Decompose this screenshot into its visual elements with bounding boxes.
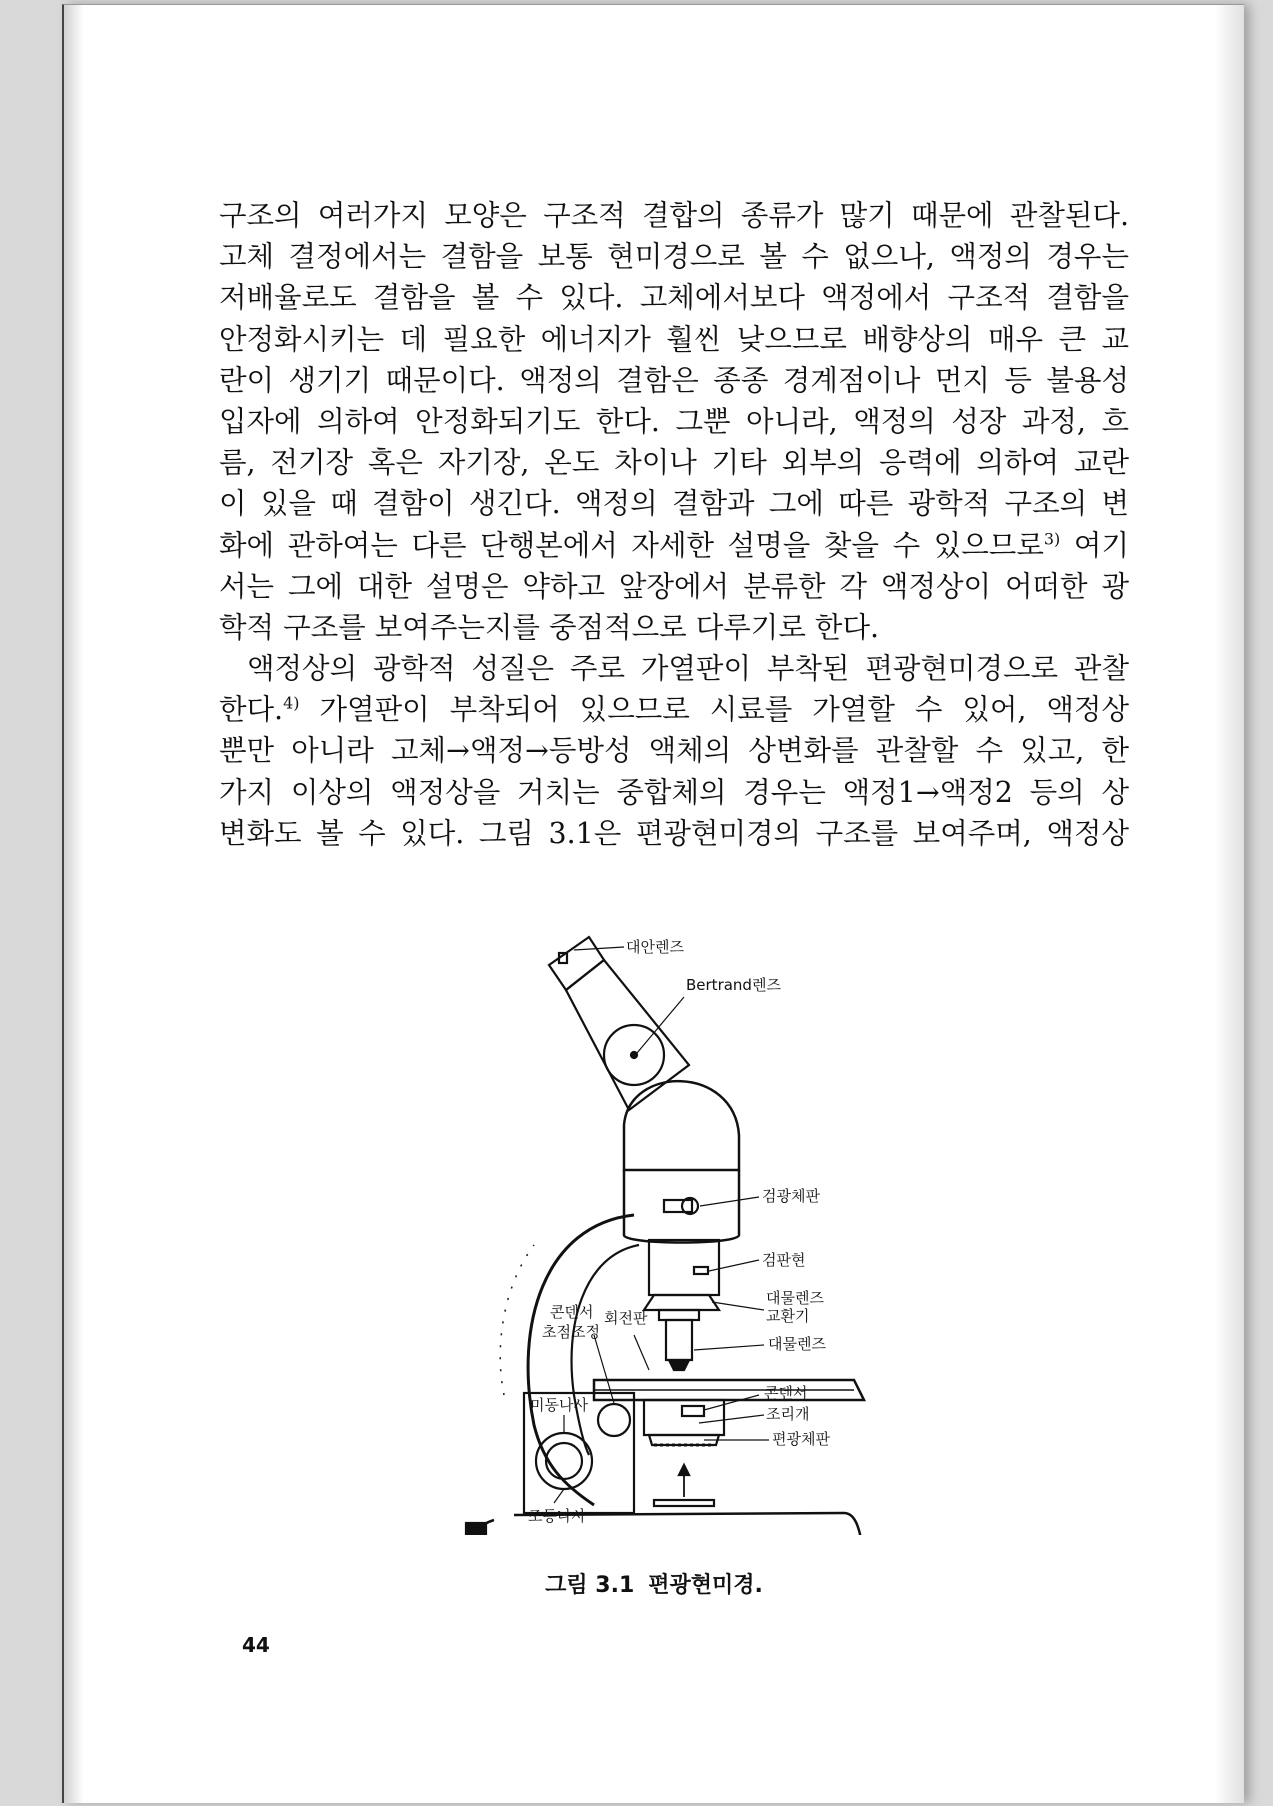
text-line: 서는 그에 대한 설명은 약하고 앞장에서 분류한 각 액정상이 어떠한 광 — [219, 569, 1129, 603]
footnote-ref: 3) — [1043, 529, 1061, 548]
label-objective-lens: 대물렌즈 — [768, 1335, 826, 1353]
condenser-focus-knob — [598, 1404, 630, 1436]
text-segment: 화에 관하여는 다른 단행본에서 자세한 설명을 찾을 수 있으므로 — [219, 528, 1044, 562]
label-eyepiece: 대안렌즈 — [626, 938, 684, 956]
label-condenser-focus-1: 콘덴서 — [550, 1303, 594, 1321]
caption-title: 편광현미경. — [648, 1573, 763, 1598]
nosepiece — [644, 1295, 719, 1310]
microscope-head — [624, 1081, 739, 1170]
label-bertrand-lens: Bertrand렌즈 — [686, 976, 781, 994]
text-line: 액정상의 광학적 성질은 주로 가열판이 부착된 편광현미경으로 관찰 — [247, 652, 1129, 686]
label-analyzer: 검판현 — [762, 1251, 806, 1269]
eyepiece-tube — [549, 937, 689, 1110]
text-line: 안정화시키는 데 필요한 에너지가 훨씬 낮으므로 배향상의 매우 큰 교 — [219, 322, 1129, 356]
text-line: 뿐만 아니라 고체→액정→등방성 액체의 상변화를 관찰할 수 있고, 한 — [219, 734, 1129, 768]
label-coarse-focus: 조동나사 — [528, 1507, 586, 1525]
text-line: 학적 구조를 보여주는지를 중점적으로 다루기로 한다. — [219, 610, 880, 644]
spine-shadow — [64, 5, 84, 1803]
text-segment: 여기 — [1060, 528, 1129, 562]
footnote-ref: 4) — [283, 693, 300, 713]
text-line: 가지 이상의 액정상을 거치는 중합체의 경우는 액정1→액정2 등의 상 — [219, 775, 1129, 809]
text-line-with-footnote — [219, 525, 1129, 566]
label-fine-focus: 미동나사 — [530, 1396, 588, 1414]
page-edge-shadow — [1214, 5, 1244, 1803]
text-line: 름, 전기장 혹은 자기장, 온도 차이나 기타 외부의 응력에 의하여 교란 — [219, 446, 1129, 480]
text-line: 입자에 의하여 안정화되기도 한다. 그뿐 아니라, 액정의 성장 과정, 흐 — [219, 404, 1129, 438]
text-line: 변화도 볼 수 있다. 그림 3.1은 편광현미경의 구조를 보여주며, 액정상 — [219, 816, 1129, 850]
objective-lens — [666, 1320, 692, 1360]
text-segment: 한다. — [219, 693, 284, 727]
microscope-diagram — [454, 925, 934, 1535]
book-page — [62, 4, 1244, 1803]
text-line: 이 있을 때 결함이 생긴다. 액정의 결함과 그에 따른 광학적 구조의 변 — [219, 487, 1129, 521]
label-condenser-focus-2: 초점조정 — [542, 1323, 600, 1341]
page-number: 44 — [242, 1633, 270, 1657]
label-condenser: 콘덴서 — [764, 1384, 808, 1402]
label-objective-changer-2: 교환기 — [766, 1307, 810, 1325]
figure-caption — [64, 1568, 1244, 1599]
microscope-figure — [454, 925, 934, 1535]
text-line: 저배율로도 결함을 볼 수 있다. 고체에서보다 액정에서 구조적 결함을 — [219, 281, 1129, 315]
text-line: 고체 결정에서는 결함을 보통 현미경으로 볼 수 없으나, 액정의 경우는 — [219, 240, 1129, 274]
label-polarizer: 편광체판 — [772, 1430, 830, 1448]
label-analyzer-plate: 검광체판 — [762, 1187, 820, 1205]
label-rotating-stage: 회전판 — [604, 1309, 648, 1327]
text-line-with-footnote — [219, 689, 1129, 730]
analyzer-slot — [664, 1200, 692, 1212]
label-iris: 조리개 — [766, 1405, 810, 1423]
caption-number: 그림 3.1 — [545, 1573, 635, 1598]
body-text — [219, 195, 1129, 854]
light-source — [654, 1500, 714, 1506]
text-segment: 가열판이 부착되어 있으므로 시료를 가열할 수 있어, 액정상 — [299, 693, 1129, 727]
text-line: 란이 생기기 때문이다. 액정의 결함은 종종 경계점이나 먼지 등 불용성 — [219, 363, 1129, 397]
text-line: 구조의 여러가지 모양은 구조적 결합의 종류가 많기 때문에 관찰된다. — [219, 199, 1129, 232]
label-objective-changer-1: 대물렌즈 — [766, 1289, 824, 1307]
